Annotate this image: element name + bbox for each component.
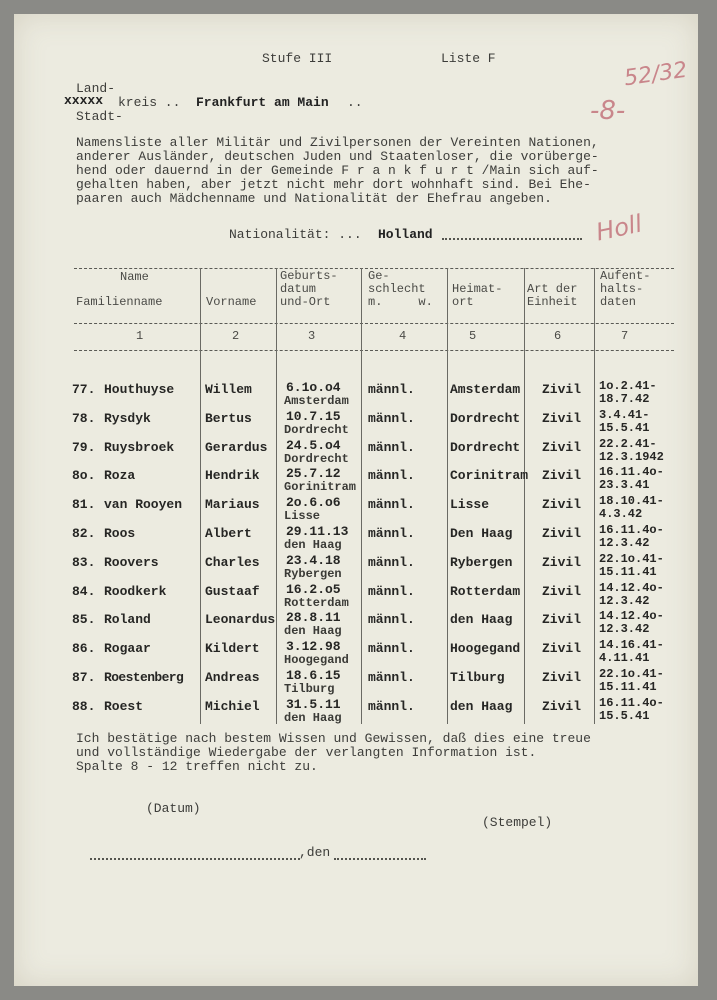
footer-line: Ich bestätige nach bestem Wissen und Gewissen, daß dies eine treue [76, 731, 591, 746]
header-vorname: Vorname [206, 295, 257, 309]
cell-aufenthalt: 14.16.41- 4.11.41 [599, 638, 664, 666]
header-name: Name [120, 270, 149, 284]
cell-familienname: Roodkerk [104, 583, 167, 599]
nationality-label: Nationalität: ... [229, 227, 362, 242]
cell-geschlecht: männl. [368, 382, 415, 397]
intro-line: paaren auch Mädchenname und Nationalität der Ehefrau angeben. [76, 191, 552, 206]
cell-vorname: Michiel [205, 698, 260, 714]
column-number: 4 [399, 329, 407, 343]
intro-line: Namensliste aller Militär und Zivilpersonen der Vereinten Nationen, [76, 135, 599, 150]
column-divider [276, 268, 277, 724]
cell-aufenthalt: 22.1o.41- 15.11.41 [599, 551, 664, 579]
cell-heimat: Tilburg [450, 670, 505, 685]
cell-heimat: den Haag [450, 612, 513, 628]
cell-datum: 18.6.15 [286, 668, 341, 683]
table-numbers-rule [74, 350, 674, 351]
handwritten-page-number: -8- [590, 96, 626, 126]
cell-geschlecht: männl. [368, 526, 415, 541]
column-divider [524, 268, 525, 724]
datum-label: (Datum) [146, 801, 201, 816]
cell-heimat: Corinitram [450, 468, 529, 484]
cell-heimat: Hoogegand [450, 641, 521, 657]
cell-aufenthalt: 16.11.4o- 12.3.42 [599, 523, 664, 550]
kreis-suffix: .. [347, 95, 363, 110]
cell-nr: 84. [72, 583, 96, 599]
header-heimat: Heimat- ort [452, 282, 503, 309]
header-familienname: Familienname [76, 295, 163, 309]
cell-aufenthalt: 14.12.4o- 12.3.42 [599, 609, 664, 637]
cell-nr: 79. [72, 439, 96, 455]
cell-familienname: Ruysbroek [104, 439, 175, 455]
cell-einheit: Zivil [542, 698, 582, 714]
cell-datum: 10.7.15 [286, 408, 341, 424]
cell-datum: 16.2.o5 [286, 581, 341, 597]
header-einheit: Art der Einheit [527, 282, 578, 309]
cell-datum: 28.8.11 [286, 610, 341, 626]
cell-aufenthalt: 22.2.41- 12.3.1942 [599, 436, 664, 464]
cell-datum: 25.7.12 [286, 466, 341, 482]
intro-line: anderer Ausländer, deutschen Juden und Staatenloser, die vorüberge- [76, 149, 599, 164]
column-divider [200, 268, 201, 724]
cell-vorname: Kildert [205, 641, 260, 657]
header-aufenthalt: Aufent- halts- daten [600, 269, 651, 309]
cell-familienname: Roland [104, 612, 151, 628]
cell-nr: 82. [72, 526, 96, 541]
cell-nr: 8o. [72, 468, 96, 484]
cell-heimat: Dordrecht [450, 439, 521, 455]
cell-geschlecht: männl. [368, 583, 415, 599]
cell-ort: den Haag [284, 624, 342, 639]
nationality-value: Holland [378, 227, 433, 242]
cell-nr: 81. [72, 497, 96, 513]
cell-einheit: Zivil [542, 583, 582, 599]
cell-familienname: Rogaar [104, 641, 151, 657]
cell-vorname: Gerardus [205, 439, 268, 455]
cell-nr: 86. [72, 641, 96, 657]
cell-datum: 29.11.13 [286, 524, 349, 539]
cell-aufenthalt: 1o.2.41- 18.7.42 [599, 379, 657, 406]
liste-label: Liste F [441, 51, 496, 66]
cell-nr: 77. [72, 382, 96, 397]
cell-ort: Dordrecht [284, 451, 349, 466]
document-page [14, 14, 698, 986]
cell-vorname: Gustaaf [205, 583, 260, 599]
cell-ort: Rybergen [284, 566, 342, 581]
cell-vorname: Andreas [205, 670, 260, 685]
cell-geschlecht: männl. [368, 612, 415, 628]
cell-familienname: Roos [104, 526, 136, 541]
den-label: ,den [299, 845, 331, 860]
cell-ort: Tilburg [284, 682, 335, 696]
cell-nr: 87. [72, 670, 96, 685]
cell-datum: 23.4.18 [286, 552, 341, 568]
cell-geschlecht: männl. [368, 698, 415, 714]
cell-ort: Gorinitram [284, 480, 357, 495]
header-geburt: Geburts- datum und-Ort [280, 269, 338, 309]
table-header-rule [74, 323, 674, 324]
cell-heimat: Rybergen [450, 554, 513, 570]
cell-familienname: Houthuyse [104, 382, 175, 397]
column-divider [594, 268, 595, 724]
cell-geschlecht: männl. [368, 439, 415, 455]
cell-familienname: Roovers [104, 554, 159, 570]
stempel-label: (Stempel) [482, 815, 553, 830]
cell-ort: Rotterdam [284, 595, 349, 610]
cell-geschlecht: männl. [368, 641, 415, 657]
cell-nr: 85. [72, 612, 96, 628]
cell-vorname: Bertus [205, 410, 252, 426]
cell-vorname: Willem [205, 382, 252, 397]
column-number: 5 [469, 329, 477, 343]
cell-aufenthalt: 3.4.41- 15.5.41 [599, 407, 650, 435]
land-label: Land- [76, 81, 116, 96]
cell-ort: den Haag [284, 710, 342, 725]
land-struck: xxxxx [64, 93, 104, 108]
cell-einheit: Zivil [542, 497, 582, 513]
cell-vorname: Hendrik [205, 468, 260, 484]
cell-geschlecht: männl. [368, 497, 415, 513]
column-number: 7 [621, 329, 629, 343]
cell-familienname: Roza [104, 468, 136, 484]
date-dots [334, 858, 426, 860]
cell-heimat: Dordrecht [450, 410, 521, 426]
stadt-label: Stadt- [76, 109, 123, 124]
cell-einheit: Zivil [542, 468, 582, 484]
cell-einheit: Zivil [542, 439, 582, 455]
cell-aufenthalt: 16.11.4o- 15.5.41 [599, 695, 664, 723]
cell-aufenthalt: 18.10.41- 4.3.42 [599, 494, 664, 522]
cell-familienname: Roest [104, 698, 144, 714]
handwritten-reference: 52/32 [622, 57, 689, 92]
column-number: 2 [232, 329, 240, 343]
place-dots [90, 858, 300, 860]
footer-line: Spalte 8 - 12 treffen nicht zu. [76, 759, 318, 774]
column-divider [447, 268, 448, 724]
cell-einheit: Zivil [542, 641, 582, 657]
cell-aufenthalt: 14.12.4o- 12.3.42 [599, 580, 664, 608]
kreis-value: Frankfurt am Main [196, 95, 329, 110]
footer-line: und vollständige Wiedergabe der verlangten Information ist. [76, 745, 537, 760]
cell-einheit: Zivil [542, 410, 582, 426]
cell-einheit: Zivil [542, 382, 582, 397]
column-number: 3 [308, 329, 316, 343]
cell-nr: 88. [72, 698, 96, 714]
nationality-dots [442, 238, 582, 240]
cell-ort: Hoogegand [284, 653, 349, 668]
cell-heimat: den Haag [450, 698, 513, 714]
cell-ort: den Haag [284, 538, 342, 552]
cell-nr: 83. [72, 554, 96, 570]
cell-heimat: Lisse [450, 497, 490, 513]
cell-datum: 3.12.98 [286, 639, 341, 655]
cell-heimat: Amsterdam [450, 382, 521, 397]
kreis-label: kreis .. [118, 95, 181, 110]
cell-einheit: Zivil [542, 526, 582, 541]
cell-ort: Lisse [284, 509, 321, 524]
cell-geschlecht: männl. [368, 468, 415, 484]
column-divider [361, 268, 362, 724]
cell-vorname: Charles [205, 554, 260, 570]
column-number: 6 [554, 329, 562, 343]
stufe-label: Stufe III [262, 51, 333, 66]
cell-einheit: Zivil [542, 612, 582, 628]
cell-nr: 78. [72, 410, 96, 426]
column-number: 1 [136, 329, 144, 343]
cell-familienname: van Rooyen [104, 497, 183, 513]
cell-geschlecht: männl. [368, 410, 415, 426]
cell-datum: 24.5.o4 [286, 437, 341, 453]
cell-aufenthalt: 22.1o.41- 15.11.41 [599, 667, 664, 694]
intro-line: hend oder dauernd in der Gemeinde F r a n k f u r t /Main sich auf- [76, 163, 599, 178]
cell-einheit: Zivil [542, 554, 582, 570]
cell-geschlecht: männl. [368, 554, 415, 570]
handwritten-nationality: Holl [593, 209, 645, 247]
cell-geschlecht: männl. [368, 670, 415, 685]
cell-einheit: Zivil [542, 670, 582, 685]
cell-aufenthalt: 16.11.4o- 23.3.41 [599, 465, 664, 493]
intro-line: gehalten haben, aber jetzt nicht mehr dort wohnhaft sind. Bei Ehe- [76, 177, 591, 192]
cell-heimat: Rotterdam [450, 583, 521, 599]
cell-datum: 2o.6.o6 [286, 495, 341, 511]
cell-ort: Amsterdam [284, 394, 349, 408]
cell-ort: Dordrecht [284, 422, 349, 437]
cell-datum: 31.5.11 [286, 696, 341, 712]
cell-datum: 6.1o.o4 [286, 380, 341, 395]
cell-vorname: Leonardus [205, 612, 276, 628]
cell-familienname: Rysdyk [104, 410, 151, 426]
cell-heimat: Den Haag [450, 526, 513, 541]
cell-vorname: Mariaus [205, 497, 260, 513]
cell-familienname: Roestenberg [104, 670, 184, 685]
cell-vorname: Albert [205, 526, 252, 541]
header-geschlecht: Ge- schlecht m. w. [368, 269, 433, 309]
